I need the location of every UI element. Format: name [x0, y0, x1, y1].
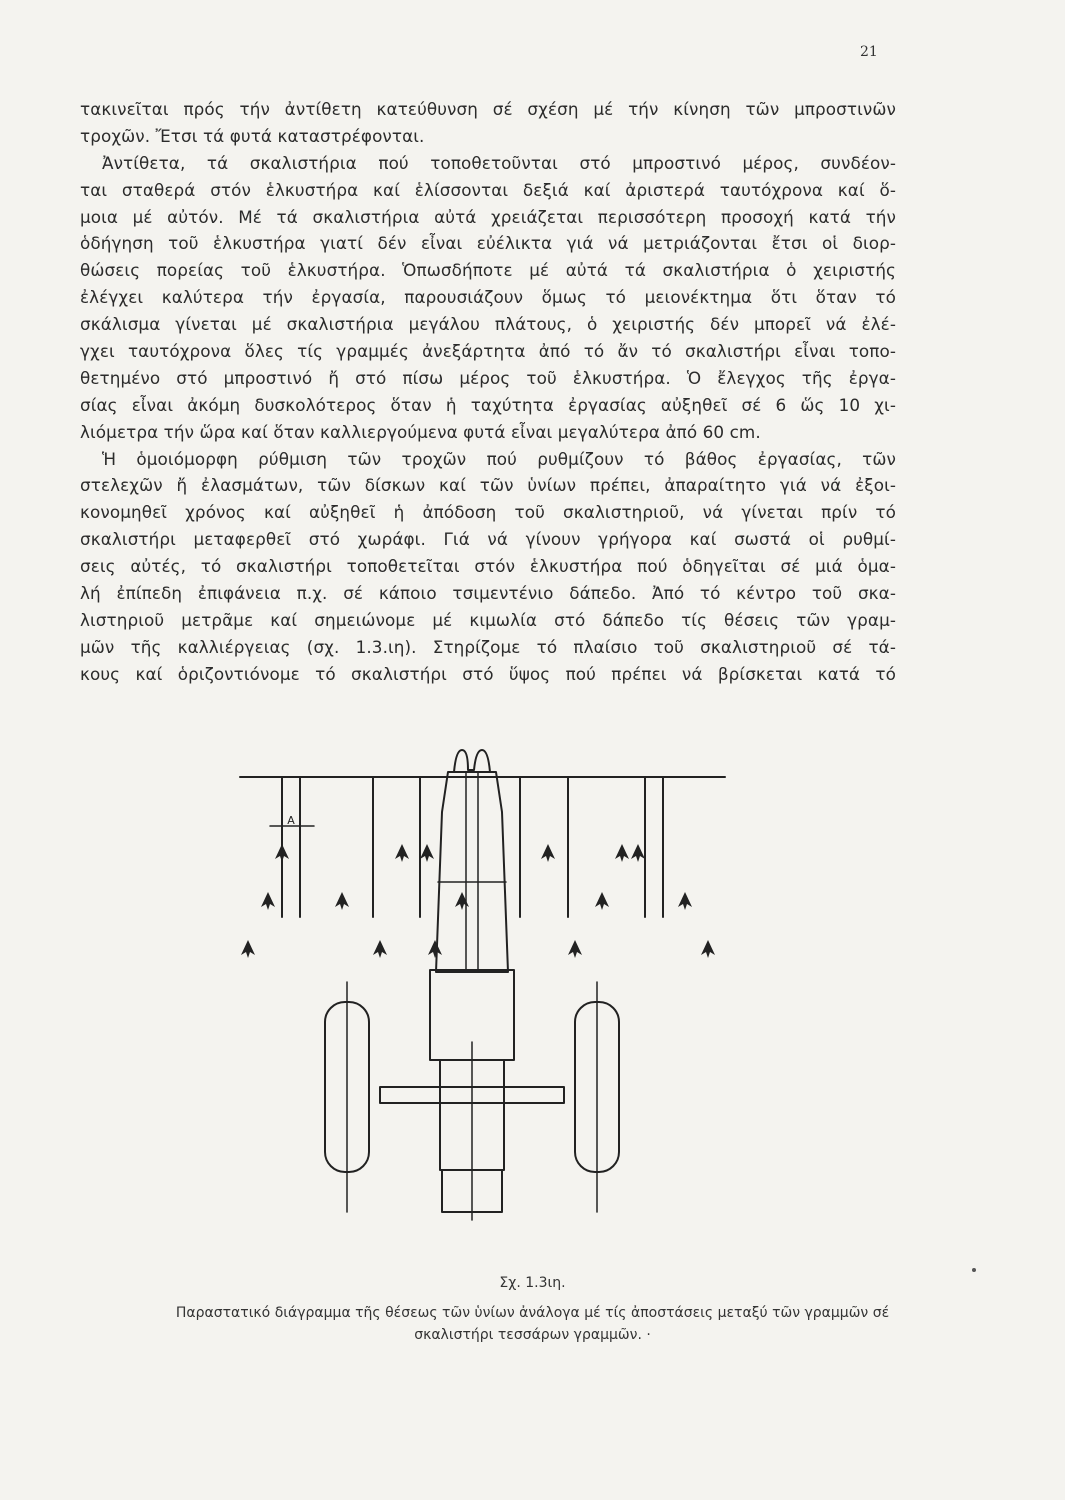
- plant-marker: [428, 940, 442, 958]
- text-line: στελεχῶν ἤ ἐλασμάτων, τῶν δίσκων καί τῶν ὑνίων πρέπει, ἀπαραίτητο γιά νά ἐξοι-: [80, 475, 896, 496]
- text-line: ται σταθερά στόν ἑλκυστήρα καί ἑλίσσονται δεξιά καί ἀριστερά ταυτόχρονα καί ὅ-: [80, 179, 896, 200]
- dimension-a: [270, 814, 314, 834]
- plant-marker: [568, 940, 582, 958]
- text-line: θετημένο στό μπροστινό ἤ στό πίσω μέρος τοῦ ἑλκυστήρα. Ὁ ἔλεγχος τῆς ἐργα-: [80, 367, 896, 388]
- text-line: λιστηριοῦ μετρᾶμε καί σημειώνομε μέ κιμωλία στό δάπεδο τίς θέσεις τῶν γραμ-: [80, 609, 896, 630]
- dimension-label: A: [287, 814, 295, 827]
- figure-label: Σχ. 1.3ιη.: [499, 1275, 566, 1291]
- text-line: τροχῶν. Ἔτσι τά φυτά καταστρέφονται.: [80, 125, 425, 146]
- text-line: μοια μέ αὐτόν. Μέ τά σκαλιστήρια αὐτά χρειάζεται περισσότερη προσοχή κατά τήν: [80, 206, 896, 227]
- page-speck: [972, 1268, 976, 1272]
- plant-marker: [373, 940, 387, 958]
- text-line: Ἡ ὁμοιόμορφη ρύθμιση τῶν τροχῶν πού ρυθμίζουν τό βάθος ἐργασίας, τῶν: [102, 448, 896, 469]
- text-line: ὁδήγηση τοῦ ἑλκυστήρα γιατί δέν εἶναι εὐέλικτα γιά νά μετριάζονται ἔτσι οἱ διορ-: [80, 233, 896, 254]
- text-line: γχει ταυτόχρονα ὅλες τίς γραμμές ἀνεξάρτητα ἀπό τό ἄν τό σκαλιστήρι εἶναι τοπο-: [80, 341, 896, 362]
- plant-marker: [261, 892, 275, 910]
- plant-marker: [595, 892, 609, 910]
- plant-marker: [335, 892, 349, 910]
- text-line: μῶν τῆς καλλιέργειας (σχ. 1.3.ιη). Στηρίζομε τό πλαίσιο τοῦ σκαλιστηριοῦ σέ τά-: [80, 636, 896, 657]
- plant-marker: [615, 844, 629, 862]
- plant-marker: [275, 844, 289, 862]
- text-line: σκαλιστήρι μεταφερθεῖ στό χωράφι. Γιά νά γίνουν γρήγορα καί σωστά οἱ ρυθμί-: [80, 529, 896, 550]
- plant-marker: [420, 844, 434, 862]
- cultivator-diagram-svg: [230, 742, 730, 1222]
- tractor-hood: [430, 750, 514, 1060]
- text-line: λιόμετρα τήν ὥρα καί ὅταν καλλιεργούμενα φυτά εἶναι μεγαλύτερα ἀπό 60 cm.: [80, 421, 761, 442]
- plant-marker: [701, 940, 715, 958]
- hood-body: [436, 772, 508, 972]
- cultivator-diagram: [230, 742, 730, 1222]
- plant-marker: [678, 892, 692, 910]
- text-line: Ἀντίθετα, τά σκαλιστήρια πού τοποθετοῦνται στό μπροστινό μέρος, συνδέον-: [102, 152, 896, 173]
- plant-marker: [455, 892, 469, 910]
- text-line: κους καί ὁριζοντιόνομε τό σκαλιστήρι στό ὕψος πού πρέπει νά βρίσκεται κατά τό: [80, 663, 896, 684]
- caption-line: σκαλιστήρι τεσσάρων γραμμῶν. ·: [414, 1327, 651, 1343]
- front-axle: [325, 982, 619, 1220]
- text-line: ἐλέγχει καλύτερα τήν ἐργασία, παρουσιάζουν ὅμως τό μειονέκτημα ὅτι ὅταν τό: [80, 287, 896, 308]
- text-line: θώσεις πορείας τοῦ ἑλκυστήρα. Ὁπωσδήποτε μέ αὐτά τά σκαλιστήρια ὁ χειριστής: [80, 260, 896, 281]
- text-line: σίας εἶναι ἀκόμη δυσκολότερος ὅταν ἡ ταχύτητα ἐργασίας αὐξηθεῖ σέ 6 ὥς 10 χι-: [80, 394, 896, 415]
- body-text: [80, 96, 896, 688]
- text-line: κονομηθεῖ χρόνος καί αὐξηθεῖ ἡ ἀπόδοση τοῦ σκαλιστηριοῦ, νά γίνεται πρίν τό: [80, 502, 896, 523]
- plant-marker: [631, 844, 645, 862]
- text-line: λή ἐπίπεδη ἐπιφάνεια π.χ. σέ κάποιο τσιμεντένιο δάπεδο. Ἀπό τό κέντρο τοῦ σκα-: [80, 583, 896, 604]
- text-line: σκάλισμα γίνεται μέ σκαλιστήρια μεγάλου πλάτους, ὁ χειριστής δέν μπορεῖ νά ἐλέ-: [80, 314, 896, 335]
- plant-marker: [241, 940, 255, 958]
- page-number: 21: [860, 44, 878, 60]
- hood-front: [454, 750, 490, 772]
- text-line: σεις αὐτές, τό σκαλιστήρι τοποθετεῖται στόν ἑλκυστήρα πού ὁδηγεῖται σέ μιά ὁμα-: [80, 556, 896, 577]
- figure-caption: [70, 1302, 995, 1346]
- text-line: τακινεῖται πρός τήν ἀντίθετη κατεύθυνση σέ σχέση μέ τήν κίνηση τῶν μπροστινῶν: [80, 99, 896, 119]
- shanks: [282, 777, 663, 917]
- plant-marker: [395, 844, 409, 862]
- caption-line: Παραστατικό διάγραμμα τῆς θέσεως τῶν ὑνίων ἀνάλογα μέ τίς ἀποστάσεις μεταξύ τῶν γραμμῶν σέ: [175, 1305, 890, 1321]
- plant-marker: [541, 844, 555, 862]
